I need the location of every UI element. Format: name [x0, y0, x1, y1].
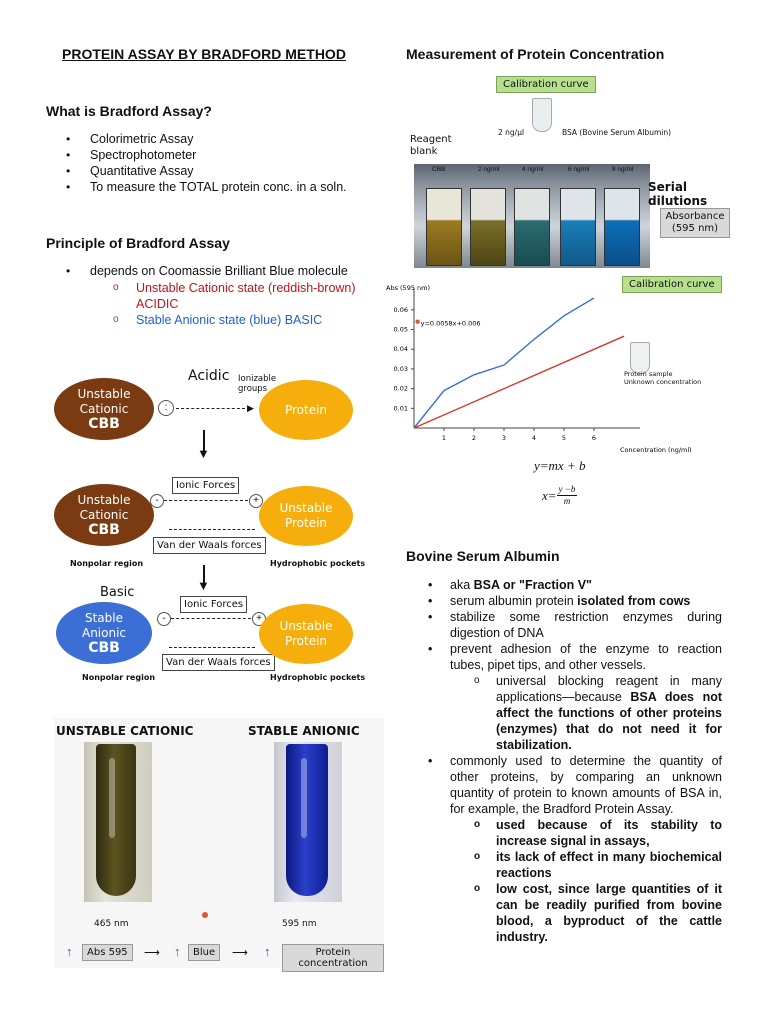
list-item: • commonly used to determine the quantity of other proteins, by comparing an unknown quantity of protein to known amounts of BSA in, for example, the Bradford Protein Assay.: [406, 753, 722, 817]
list-item: [406, 577, 722, 593]
measurement-heading: Measurement of Protein Concentration: [406, 46, 665, 62]
unstable-cationic-title: UNSTABLE CATIONIC: [56, 724, 194, 738]
principle-heading: Principle of Bradford Assay: [46, 235, 230, 251]
basic-label: Basic: [100, 585, 135, 600]
text-bold: BSA does not affect the functions of other proteins (enzymes) that do not need it for stabilization.: [496, 690, 723, 752]
bsa-heading: Bovine Serum Albumin: [406, 548, 560, 564]
x-tick-label: 3: [501, 434, 507, 442]
series-line-0: [414, 298, 594, 428]
principle-sublist: [46, 280, 376, 328]
reagent-blank-label: Reagent blank: [410, 134, 452, 157]
sub-list-item: o low cost, since large quantities of it can be readily purified from bovine blood, a byproduct of the cattle industry.: [406, 881, 722, 945]
arrow-head-icon: ▶: [247, 403, 254, 413]
calibration-chart: [378, 270, 722, 456]
cuvette-label: 2 ng/ml: [478, 166, 500, 173]
cuvette: [604, 188, 640, 266]
oval-text: Protein: [284, 402, 328, 417]
serial-dilution-figure: [406, 72, 736, 268]
y-tick-label: 0.02: [393, 384, 408, 393]
plus-circle: +: [252, 612, 266, 626]
abs595-box: Abs 595: [82, 944, 133, 961]
vdw-label-2: Van der Waals forces: [162, 654, 275, 671]
what-is-heading: What is Bradford Assay?: [46, 103, 212, 119]
wavelength-595: 595 nm: [282, 919, 317, 929]
nonpolar-label: Nonpolar region: [70, 559, 144, 568]
acidic-label: Acidic: [188, 368, 230, 384]
series-line-1: [414, 336, 624, 428]
right-arrow-icon: ⟶: [232, 947, 248, 959]
unstable-protein-oval: [259, 486, 353, 546]
calibration-chart-svg: [378, 270, 722, 456]
equation-lhs: x=: [542, 487, 557, 503]
up-arrow-icon: ↑: [66, 944, 73, 959]
y-tick-label: 0.01: [393, 404, 408, 413]
y-axis-label: Abs (595 nm): [386, 284, 431, 292]
oval-text: CBB: [88, 639, 120, 656]
y-tick-label: 0.06: [393, 305, 408, 314]
nonpolar-label: Nonpolar region: [82, 673, 156, 682]
ionic-dash-2: [171, 618, 251, 619]
protein-sample-label: Protein sample Unknown concentration: [624, 370, 702, 386]
calibration-curve-label: Calibration curve: [496, 76, 596, 93]
bsa-label: BSA (Bovine Serum Albumin): [562, 128, 672, 137]
rearranged-equation: [542, 484, 577, 507]
blue-tube: [286, 744, 328, 896]
oval-text: Protein: [284, 516, 328, 530]
x-tick-label: 4: [531, 434, 537, 442]
cuvette-label: 4 ng/ml: [522, 166, 544, 173]
oval-text: Unstable: [279, 501, 333, 515]
unstable-cationic-cbb-oval: [54, 378, 154, 440]
unstable-protein-oval-2: [259, 604, 353, 664]
equation-label: y=0.0058x+0.006: [420, 319, 481, 328]
cuvette-label: CBB: [432, 166, 446, 173]
stable-anionic-title: STABLE ANIONIC: [248, 724, 360, 738]
page-title: PROTEIN ASSAY BY BRADFORD METHOD: [62, 46, 346, 62]
ionic-dash: [164, 500, 248, 501]
x-tick-label: 6: [591, 434, 597, 442]
cuvette: [514, 188, 550, 266]
up-arrow-icon: ↑: [174, 944, 181, 959]
list-item: • Colorimetric Assay: [46, 131, 376, 147]
vdw-dash: [169, 529, 255, 530]
oval-text: Protein: [284, 634, 328, 648]
minus-circle: -: [150, 494, 164, 508]
tubes-photo-panel: [54, 718, 384, 968]
tube-icon: [532, 98, 552, 132]
wavelength-465: 465 nm: [94, 919, 129, 929]
stable-anionic-cbb-oval: [56, 602, 152, 664]
blue-box: Blue: [188, 944, 220, 961]
x-axis-label: Concentration (ng/ml): [620, 446, 692, 454]
sub-list-item: o used because of its stability to increase signal in assays,: [406, 817, 722, 849]
brown-tube: [96, 744, 136, 896]
calibration-curve-label-2: Calibration curve: [622, 276, 722, 293]
oval-text: Unstable: [279, 619, 333, 633]
cuvette: [560, 188, 596, 266]
oval-text: Cationic: [79, 507, 129, 522]
up-arrow-icon: ↑: [264, 944, 271, 959]
oval-text: CBB: [88, 521, 120, 538]
list-item: • prevent adhesion of the enzyme to reaction tubes, pipet tips, and other vessels.: [406, 641, 722, 673]
oval-text: Anionic: [81, 625, 127, 640]
vdw-label: Van der Waals forces: [153, 537, 266, 554]
unstable-cationic-cbb-oval-2: [54, 484, 154, 546]
list-item: • depends on Coomassie Brilliant Blue molecule: [46, 263, 376, 279]
vdw-dash-2: [169, 647, 255, 648]
cuvette-label: 6 ng/ml: [568, 166, 590, 173]
x-tick-label: 5: [561, 434, 567, 442]
oval-text: Cationic: [79, 401, 129, 416]
cuvette: [470, 188, 506, 266]
right-arrow-icon: ⟶: [144, 947, 160, 959]
list-item: • stabilize some restriction enzymes during digestion of DNA: [406, 609, 722, 641]
oval-text: Unstable: [77, 386, 131, 401]
oval-text: Stable: [84, 610, 123, 625]
list-item-anionic: o Stable Anionic state (blue) BASIC: [46, 312, 376, 328]
text: aka: [450, 578, 474, 592]
hydrophobic-label: Hydrophobic pockets: [270, 559, 366, 568]
sub-list-item: [406, 673, 722, 753]
text: serum albumin protein: [450, 594, 578, 608]
mechanism-diagram: [54, 362, 384, 692]
protein-conc-box: Protein concentration: [282, 944, 384, 972]
cuvette-label: 8 ng/ml: [612, 166, 634, 173]
text-bold: BSA or "Fraction V": [473, 578, 592, 592]
dashed-arrow: [176, 408, 250, 409]
down-arrow-icon: ▼: [197, 578, 210, 593]
red-dot-icon: [202, 912, 208, 918]
list-item-cationic: o Unstable Cationic state (reddish-brown) ACIDIC: [46, 280, 376, 312]
colon-circle: :: [158, 400, 174, 416]
bsa-list: [406, 577, 722, 945]
y-tick-label: 0.04: [393, 345, 408, 354]
hydrophobic-label: Hydrophobic pockets: [270, 673, 366, 682]
linear-equation: y=mx + b: [534, 458, 586, 473]
list-item: • Spectrophotometer: [46, 147, 376, 163]
plus-circle: +: [249, 494, 263, 508]
oval-text: Unstable: [77, 492, 131, 507]
what-is-list: [46, 131, 376, 195]
ionic-forces-label: Ionic Forces: [172, 477, 239, 494]
concentration-label: 2 ng/µl: [498, 128, 525, 137]
equation-marker: [415, 319, 419, 323]
equation-numerator: y −b: [558, 484, 576, 494]
equation-denominator: m: [563, 496, 571, 506]
list-item: • To measure the TOTAL protein conc. in a soln.: [46, 179, 376, 195]
oval-text: CBB: [88, 415, 120, 432]
serial-dilutions-label: Serial dilutions: [648, 180, 708, 208]
x-tick-label: 1: [441, 434, 447, 442]
list-item: • Quantitative Assay: [46, 163, 376, 179]
sub-list-item: o its lack of effect in many biochemical reactions: [406, 849, 722, 881]
equation-fraction: [557, 484, 578, 507]
cuvette: [426, 188, 462, 266]
y-tick-label: 0.03: [393, 364, 408, 373]
minus-circle: -: [157, 612, 171, 626]
down-arrow-icon: ▼: [197, 446, 210, 461]
x-tick-label: 2: [471, 434, 477, 442]
tube-highlight: [301, 758, 307, 838]
text: universal blocking reagent in many applications—because: [496, 674, 722, 704]
tube-highlight: [109, 758, 115, 838]
list-item: [406, 593, 722, 609]
text-bold: isolated from cows: [577, 594, 691, 608]
principle-list: [46, 263, 376, 279]
absorbance-box: Absorbance (595 nm): [660, 208, 730, 238]
protein-oval: [259, 380, 353, 440]
ionizable-label: Ionizable groups: [238, 374, 277, 394]
ionic-forces-label-2: Ionic Forces: [180, 596, 247, 613]
cuvette-photo: [414, 164, 650, 268]
y-tick-label: 0.05: [393, 325, 408, 334]
